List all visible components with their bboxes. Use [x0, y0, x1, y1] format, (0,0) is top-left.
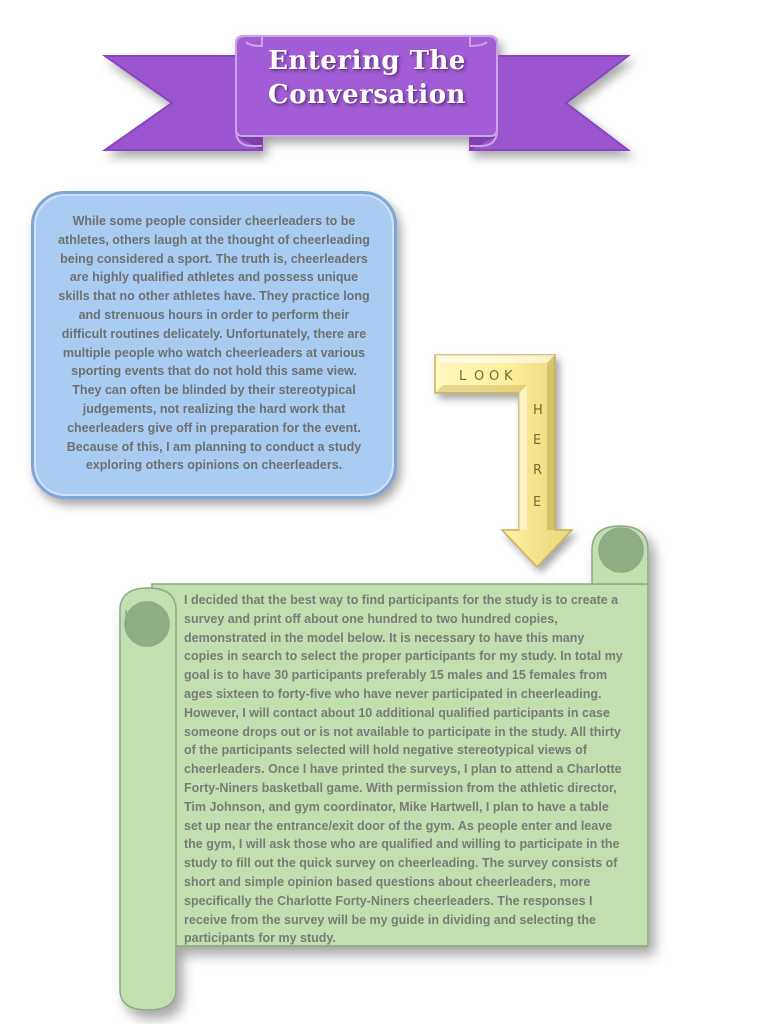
title-line-2: Conversation — [268, 80, 466, 110]
scroll-left-roll — [120, 588, 176, 1010]
here-letter-1: H — [533, 403, 543, 418]
page-title — [237, 44, 497, 112]
scroll-paragraph: I decided that the best way to find participants for the study is to create a survey and print off about one hundred to two hundred copies, demonstrated in the model below. It is necessary to have this many copies in search to select the proper participants for my study. In total my goal is to have 30 participants preferably 15 males and 15 females from ages sixteen to forty-five who have never participated in cheerleading. However, I will contact about 10 additional qualified participants in case someone drops out or is not available to participate in the study. All thirty of the participants selected will hold negative stereotypical views of cheerleaders. Once I have printed the surveys, I plan to attend a Charlotte Forty-Niners basketball game. With permission from the athletic director, Tim Johnson, and gym coordinator, Mike Hartwell, I plan to have a table set up near the entrance/exit door of the gym. As people enter and leave the gym, I will ask those who are qualified and willing to participate in the study to fill out the quick survey on cheerleading. The survey consists of short and simple opinion based questions about cheerleaders, more specifically the Charlotte Forty-Niners cheerleaders. The responses I receive from the survey will be my guide in dividing and selecting the participants for my study. — [184, 593, 623, 946]
look-letter-1: L — [459, 369, 467, 384]
here-letter-3: R — [533, 463, 543, 478]
look-letter-3: O — [489, 369, 500, 384]
look-letter-2: O — [474, 369, 485, 384]
title-line-1: Entering The — [268, 46, 466, 76]
look-letter-4: K — [504, 369, 513, 384]
intro-paragraph: While some people consider cheerleaders to be athletes, others laugh at the thought of cheerleading being considered a sport. The truth is, cheerleaders are highly qualified athletes and possess unique skills that no other athletes have. They practice long and strenuous hours in order to perform their difficult routines delicately. Unfortunately, there are multiple people who watch cheerleaders at various sporting events that do not hold this same view. They can often be blinded by their stereotypical judgements, not realizing the hard work that cheerleaders give off in preparation for the event. Because of this, I am planning to conduct a study exploring others opinions on cheerleaders. — [58, 214, 370, 473]
intro-box — [31, 191, 397, 499]
here-letter-2: E — [533, 433, 542, 448]
here-letter-4: E — [533, 495, 542, 510]
